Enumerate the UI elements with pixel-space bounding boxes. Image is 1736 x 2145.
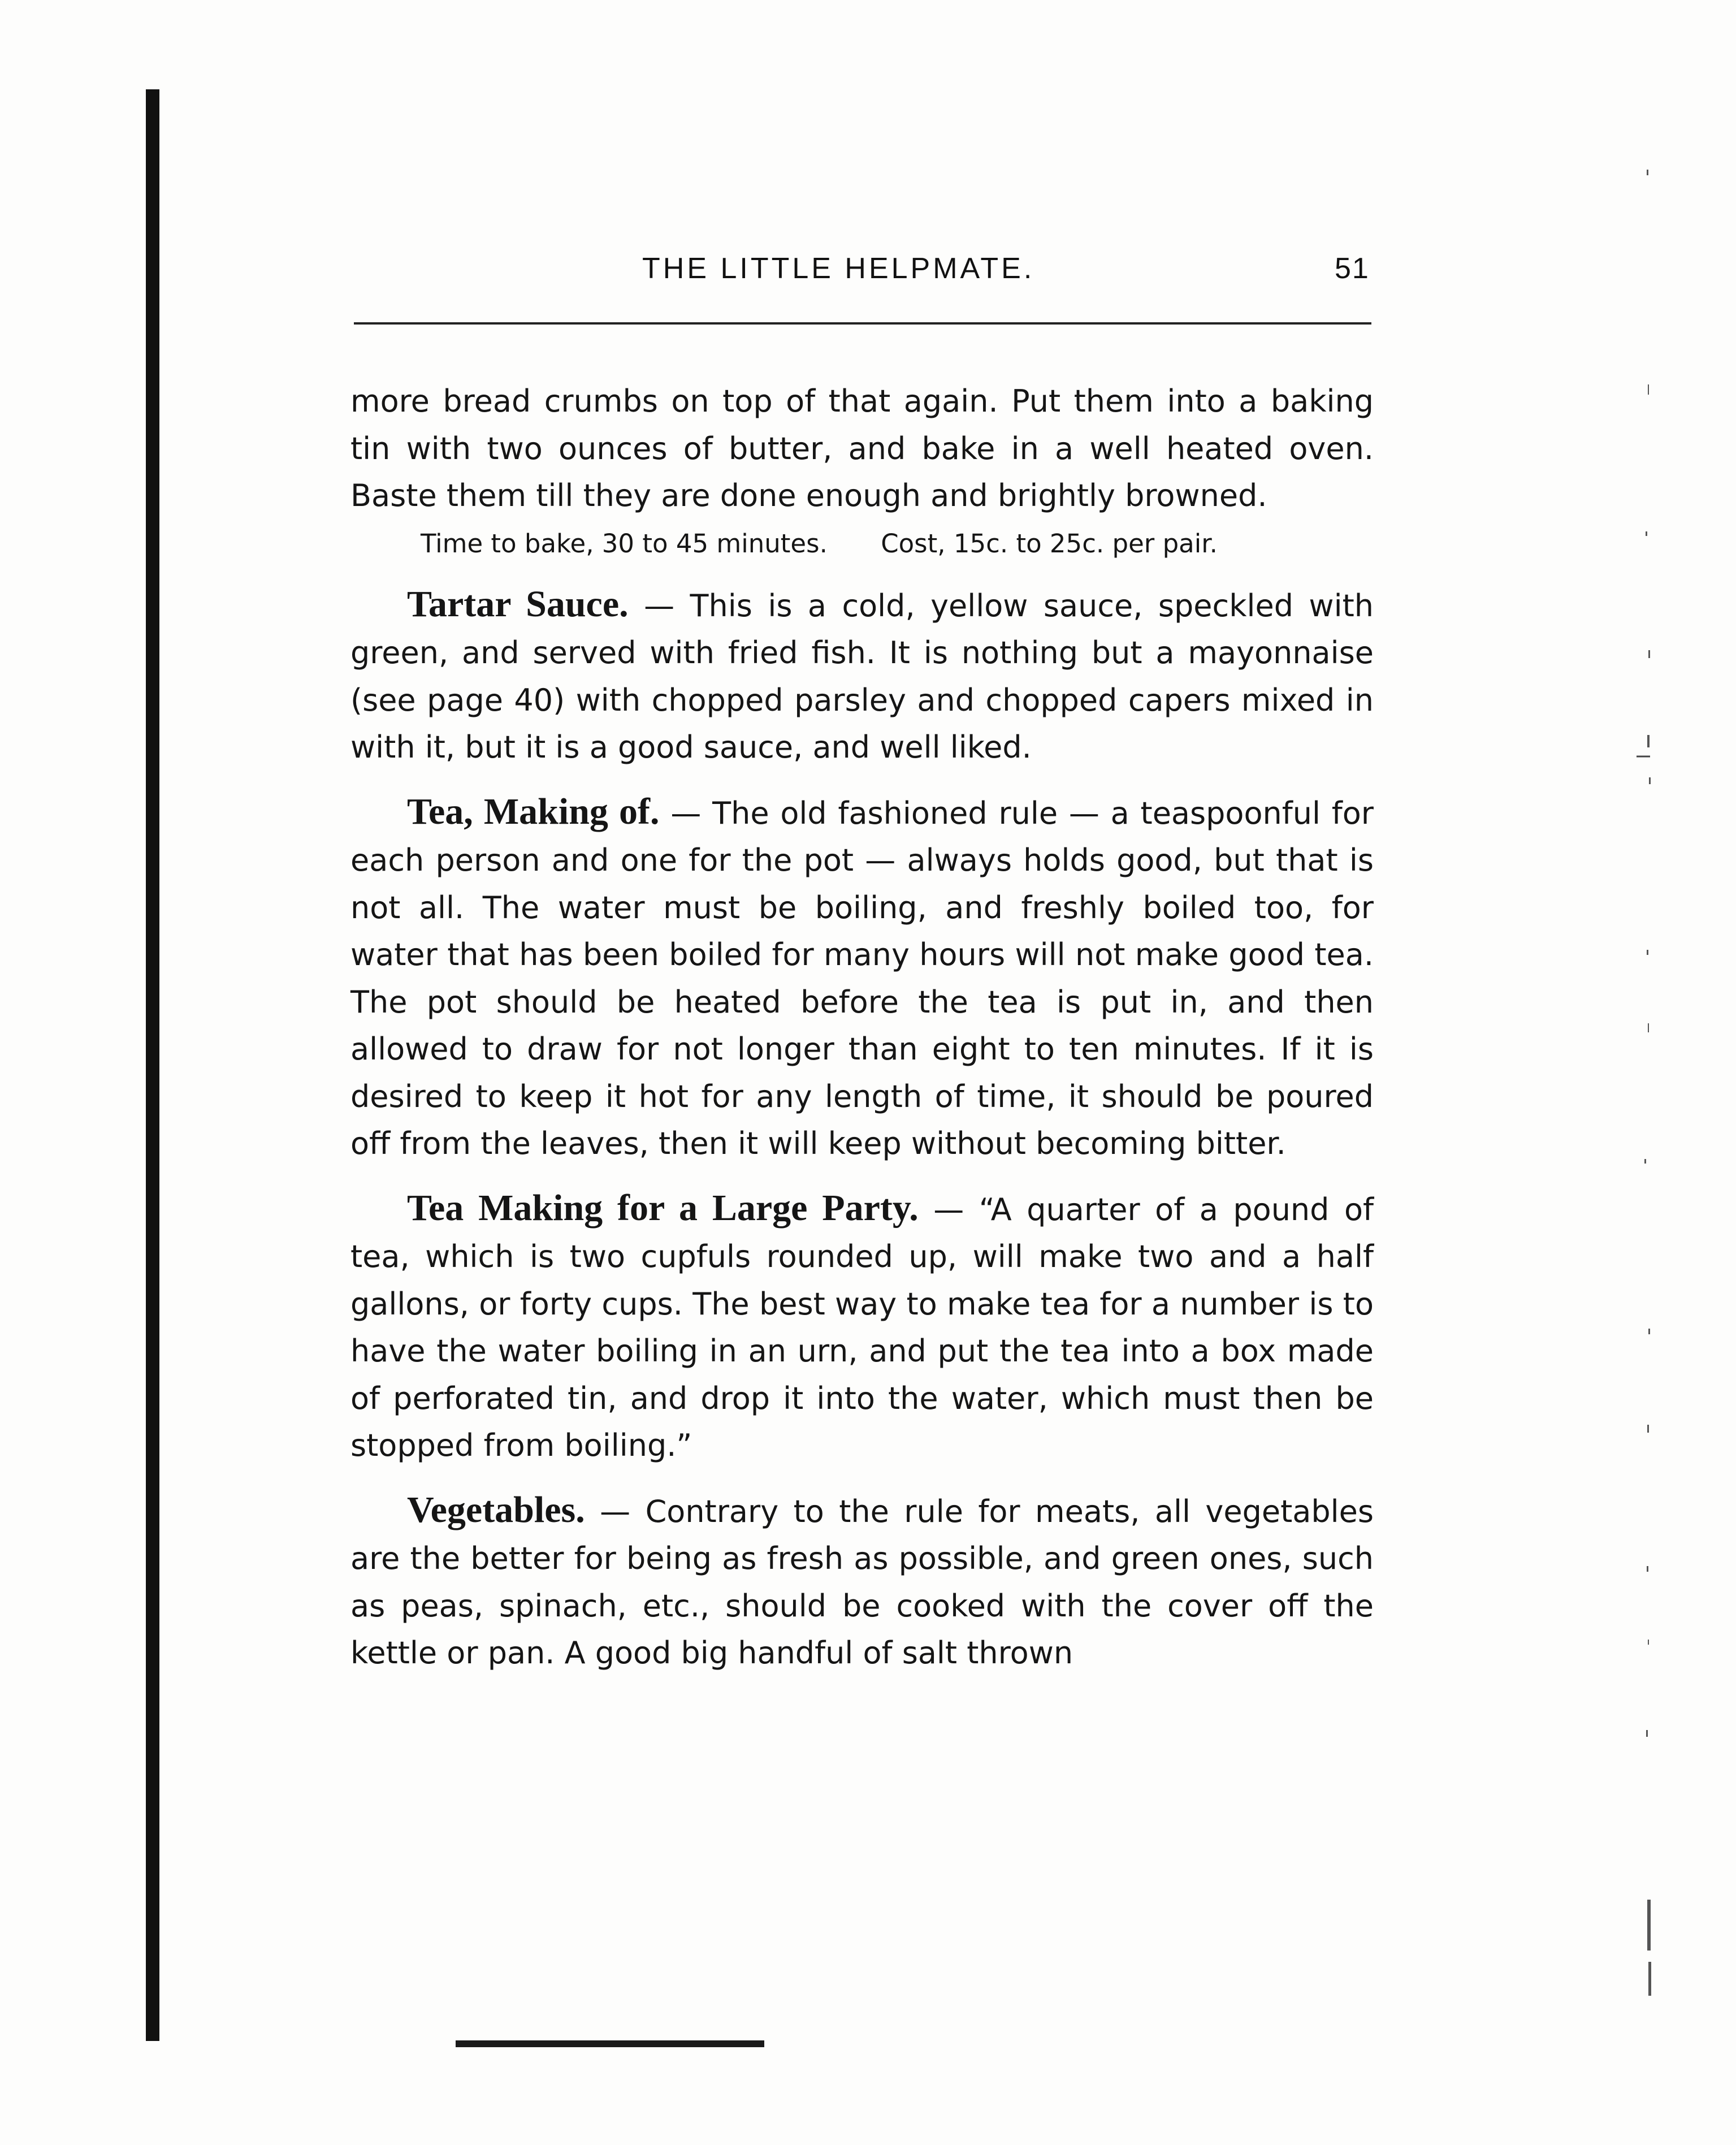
entry-heading: Vegetables. [407,1489,585,1530]
entry-tea-making [350,788,1374,1167]
cost-note: Cost, 15c. to 25c. per pair. [881,528,1218,559]
running-head [354,252,1371,297]
entry-text: — “A quarter of a pound of tea, which is two cupfuls rounded up, will make two and a half gallons, or forty cups. The best way to make tea for a number is to have the water boiling in an urn, and put the tea into a box made of perforated tin, and drop it into the water, which must then be stopped from boiling.” [350,1191,1374,1463]
header-rule [354,322,1371,325]
entry-tartar-sauce [350,581,1374,771]
scan-edge-specks [1637,68,1659,2047]
binding-shadow-rule [146,89,159,2041]
entry-heading: Tartar Sauce. [407,583,629,625]
entry-heading: Tea, Making of. [407,790,660,832]
page-body [350,378,1374,1677]
bake-time-note: Time to bake, 30 to 45 minutes. [421,528,828,559]
entry-tea-large-party [350,1184,1374,1469]
continuation-paragraph: more bread crumbs on top of that again. Put them into a baking tin with two ounces of butter, and bake in a well heated oven. Baste them till they are done enough and brightly browned. [350,383,1374,513]
running-head-title: THE LITTLE HELPMATE. [642,252,1035,285]
page-number: 51 [1335,252,1370,285]
entry-text: — Contrary to the rule for meats, all vegetables are the better for being as fresh as possible, and green ones, such as peas, spinach, etc., should be cooked with the cover off the kettle or pan. A good big handful of salt thrown [350,1493,1374,1671]
entry-vegetables [350,1486,1374,1677]
entry-heading: Tea Making for a Large Party. [407,1187,919,1229]
entry-text: — This is a cold, yellow sauce, speckled with green, and served with fried fish. It is nothing but a mayonnaise (see page 40) with chopped parsley and chopped capers mixed in with it, but it is a good sauce, and well liked. [350,587,1374,765]
footer-rule [456,2040,764,2047]
entry-text: — The old fashioned rule — a teaspoonful for each person and one for the pot — always holds good, but that is not all. The water must be boiling, and freshly boiled too, for water that has been boiled for many hours will not make good tea. The pot should be heated before the tea is put in, and then allowed to draw for not longer than eight to ten minutes. If it is desired to keep it hot for any length of time, it should be poured off from the leaves, then it will keep without becoming bitter. [350,795,1374,1161]
cost-line [350,524,1374,564]
